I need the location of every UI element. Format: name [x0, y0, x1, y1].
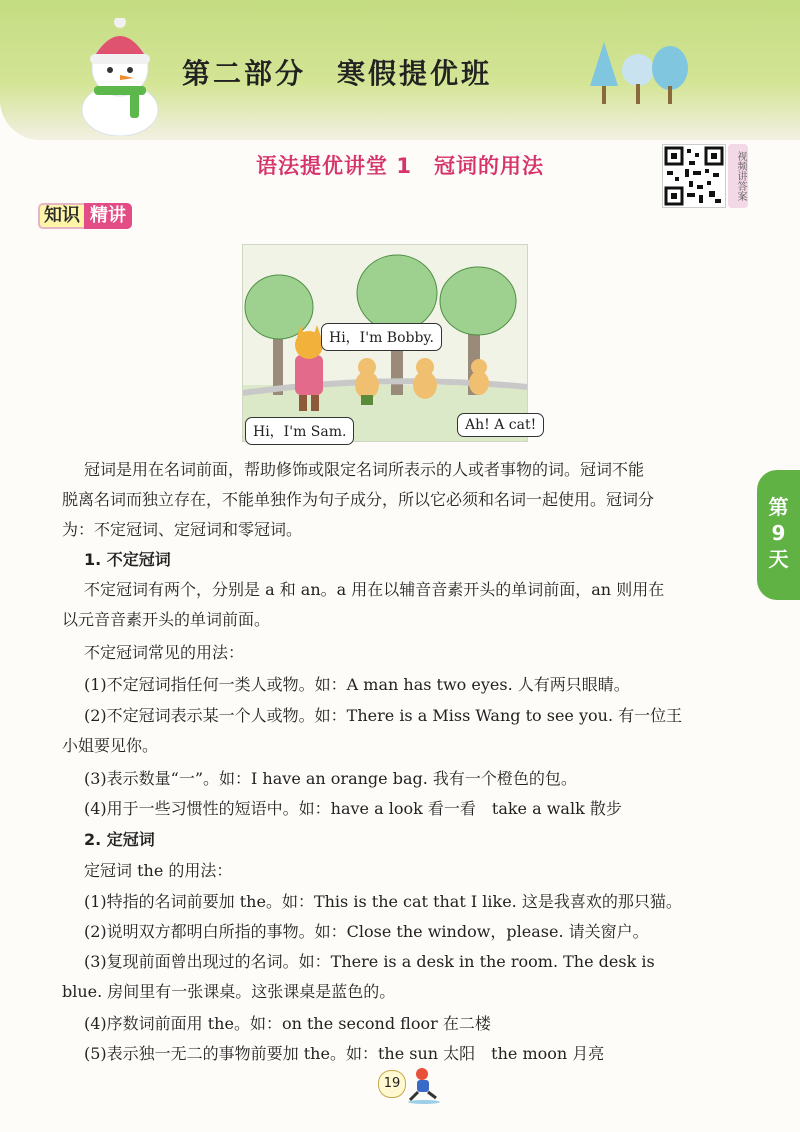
indef-usage-label: 不定冠词常见的用法：	[84, 643, 245, 662]
indef-line-2: 以元音音素开头的单词前面。	[62, 610, 271, 629]
heading-indefinite-article: 1. 不定冠词	[84, 550, 171, 569]
indef-item-1: (1)不定冠词指任何一类人或物。如：A man has two eyes. 人有两只眼睛。	[84, 675, 630, 694]
illustration	[242, 244, 537, 442]
section-title: 语法提优讲堂 1 冠词的用法	[256, 154, 544, 178]
header-band	[0, 0, 800, 140]
indef-item-4: (4)用于一些习惯性的短语中。如：have a look 看一看 take a walk 散步	[84, 799, 622, 818]
page-number: 19	[378, 1070, 406, 1098]
day-tab-line3: 天	[768, 547, 789, 571]
def-item-2: (2)说明双方都明白所指的事物。如：Close the window，please. 请关窗户。	[84, 922, 649, 941]
intro-line-1: 冠词是用在名词前面，帮助修饰或限定名词所表示的人或者事物的词。冠词不能	[84, 460, 645, 479]
indef-item-2b: 小姐要见你。	[62, 736, 159, 755]
trees-decoration	[586, 40, 696, 110]
indef-line-1: 不定冠词有两个，分别是 a 和 an。a 用在以辅音音素开头的单词前面，an 则用在	[84, 580, 665, 599]
snowman-illustration	[72, 18, 168, 136]
speech-bubble-sam: Hi，I'm Sam.	[245, 417, 354, 445]
speech-bubble-cat: Ah! A cat!	[457, 413, 544, 437]
heading-definite-article: 2. 定冠词	[84, 830, 155, 849]
def-item-5: (5)表示独一无二的事物前要加 the。如：the sun 太阳 the moon 月亮	[84, 1044, 605, 1063]
day-tab-line1: 第	[768, 495, 789, 519]
badge-part2: 精讲	[84, 203, 132, 229]
part-title: 第二部分 寒假提优班	[182, 57, 493, 90]
indef-item-3: (3)表示数量“一”。如：I have an orange bag. 我有一个橙色的包。	[84, 769, 577, 788]
skater-decoration	[404, 1064, 444, 1104]
qr-code[interactable]	[662, 144, 726, 208]
def-item-3a: (3)复现前面曾出现过的名词。如：There is a desk in the room. The desk is	[84, 952, 655, 971]
speech-bubble-bobby: Hi，I'm Bobby.	[321, 323, 442, 351]
def-item-4: (4)序数词前面用 the。如：on the second floor 在二楼	[84, 1014, 491, 1033]
knowledge-badge	[38, 203, 132, 229]
def-item-1: (1)特指的名词前要加 the。如：This is the cat that I like. 这是我喜欢的那只猫。	[84, 892, 682, 911]
intro-line-3: 为：不定冠词、定冠词和零冠词。	[62, 520, 303, 539]
def-item-3b: blue. 房间里有一张课桌。这张课桌是蓝色的。	[62, 982, 396, 1001]
day-tab	[757, 470, 800, 600]
badge-part1: 知识	[38, 203, 84, 229]
indef-item-2a: (2)不定冠词表示某一个人或物。如：There is a Miss Wang to see you. 有一位王	[84, 706, 683, 725]
day-tab-line2: 9	[771, 521, 786, 545]
intro-line-2: 脱离名词而独立存在，不能单独作为句子成分，所以它必须和名词一起使用。冠词分	[62, 490, 655, 509]
def-usage-label: 定冠词 the 的用法：	[84, 861, 233, 880]
qr-label: 视频讲答案	[728, 144, 748, 208]
